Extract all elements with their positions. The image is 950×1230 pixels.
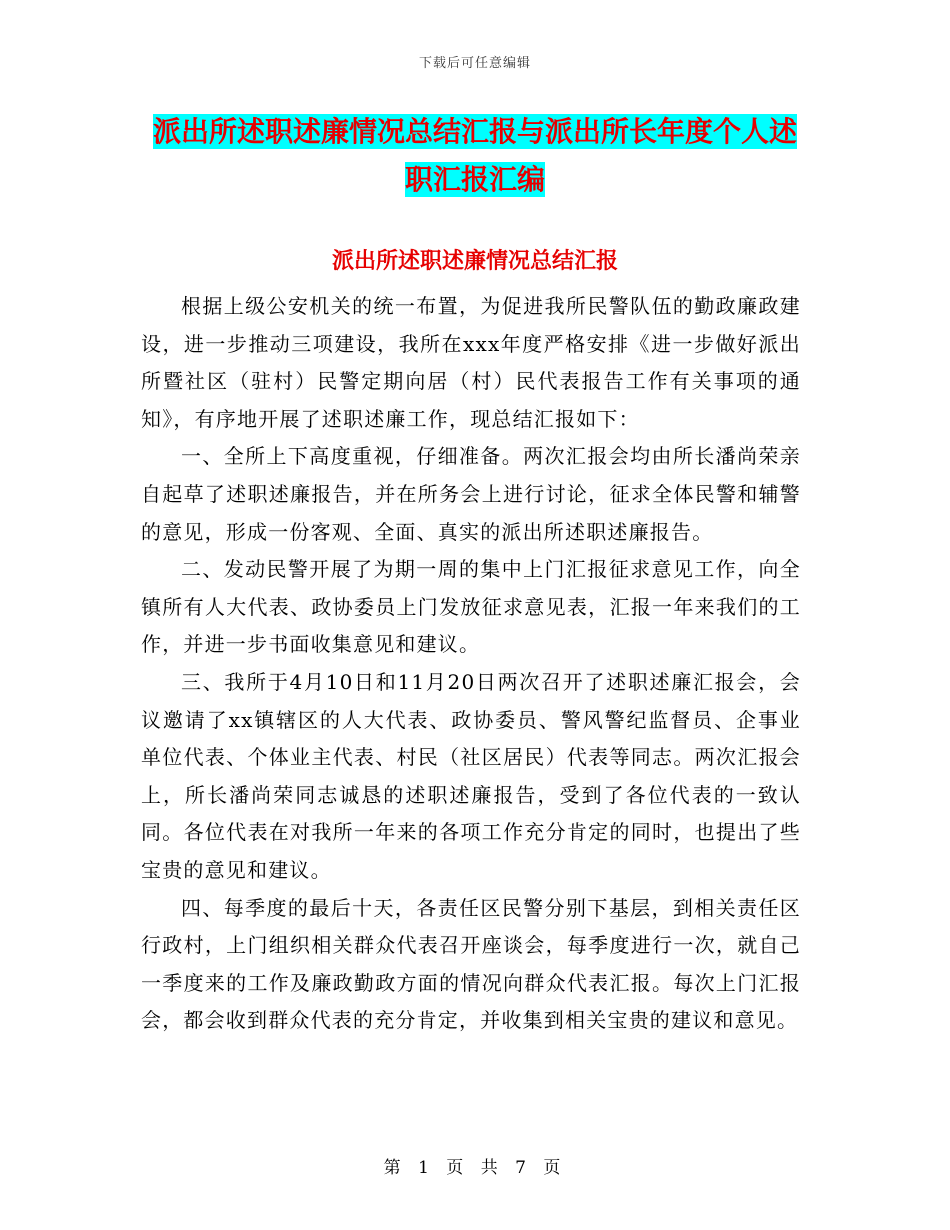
page-number: 第 1 页 共 7 页 (383, 1158, 567, 1178)
document-title (140, 108, 810, 204)
paragraph: 一、全所上下高度重视，仔细准备。两次汇报会均由所长潘尚荣亲自起草了述职述廉报告，并在所务会上进行讨论，征求全体民警和辅警的意见，形成一份客观、全面、真实的派出所述职述廉报告。 (141, 444, 801, 544)
page-header-note: 下载后可任意编辑 (418, 56, 531, 71)
paragraph: 二、发动民警开展了为期一周的集中上门汇报征求意见工作，向全镇所有人大代表、政协委员上门发放征求意见表，汇报一年来我们的工作，并进一步书面收集意见和建议。 (141, 557, 801, 657)
paragraph: 三、我所于4月10日和11月20日两次召开了述职述廉汇报会，会议邀请了xx镇辖区的人大代表、政协委员、警风警纪监督员、企事业单位代表、个体业主代表、村民（社区居民）代表等同志。两次汇报会上，所长潘尚荣同志诚恳的述职述廉报告，受到了各位代表的一致认同。各位代表在对我所一年来的各项工作充分肯定的同时，也提出了些宝贵的意见和建议。 (141, 669, 801, 882)
document-title-text: 派出所述职述廉情况总结汇报与派出所长年度个人述职汇报汇编 (152, 115, 797, 196)
document-body (141, 288, 801, 1040)
paragraph: 根据上级公安机关的统一布置，为促进我所民警队伍的勤政廉政建设，进一步推动三项建设，我所在xxx年度严格安排《进一步做好派出所暨社区（驻村）民警定期向居（村）民代表报告工作有关事项的通知》，有序地开展了述职述廉工作，现总结汇报如下： (141, 294, 801, 431)
paragraph: 四、每季度的最后十天，各责任区民警分别下基层，到相关责任区行政村，上门组织相关群众代表召开座谈会，每季度进行一次，就自己一季度来的工作及廉政勤政方面的情况向群众代表汇报。每次上门汇报会，都会收到群众代表的充分肯定，并收集到相关宝贵的建议和意见。 (141, 895, 801, 1033)
section-title: 派出所述职述廉情况总结汇报 (331, 249, 618, 274)
